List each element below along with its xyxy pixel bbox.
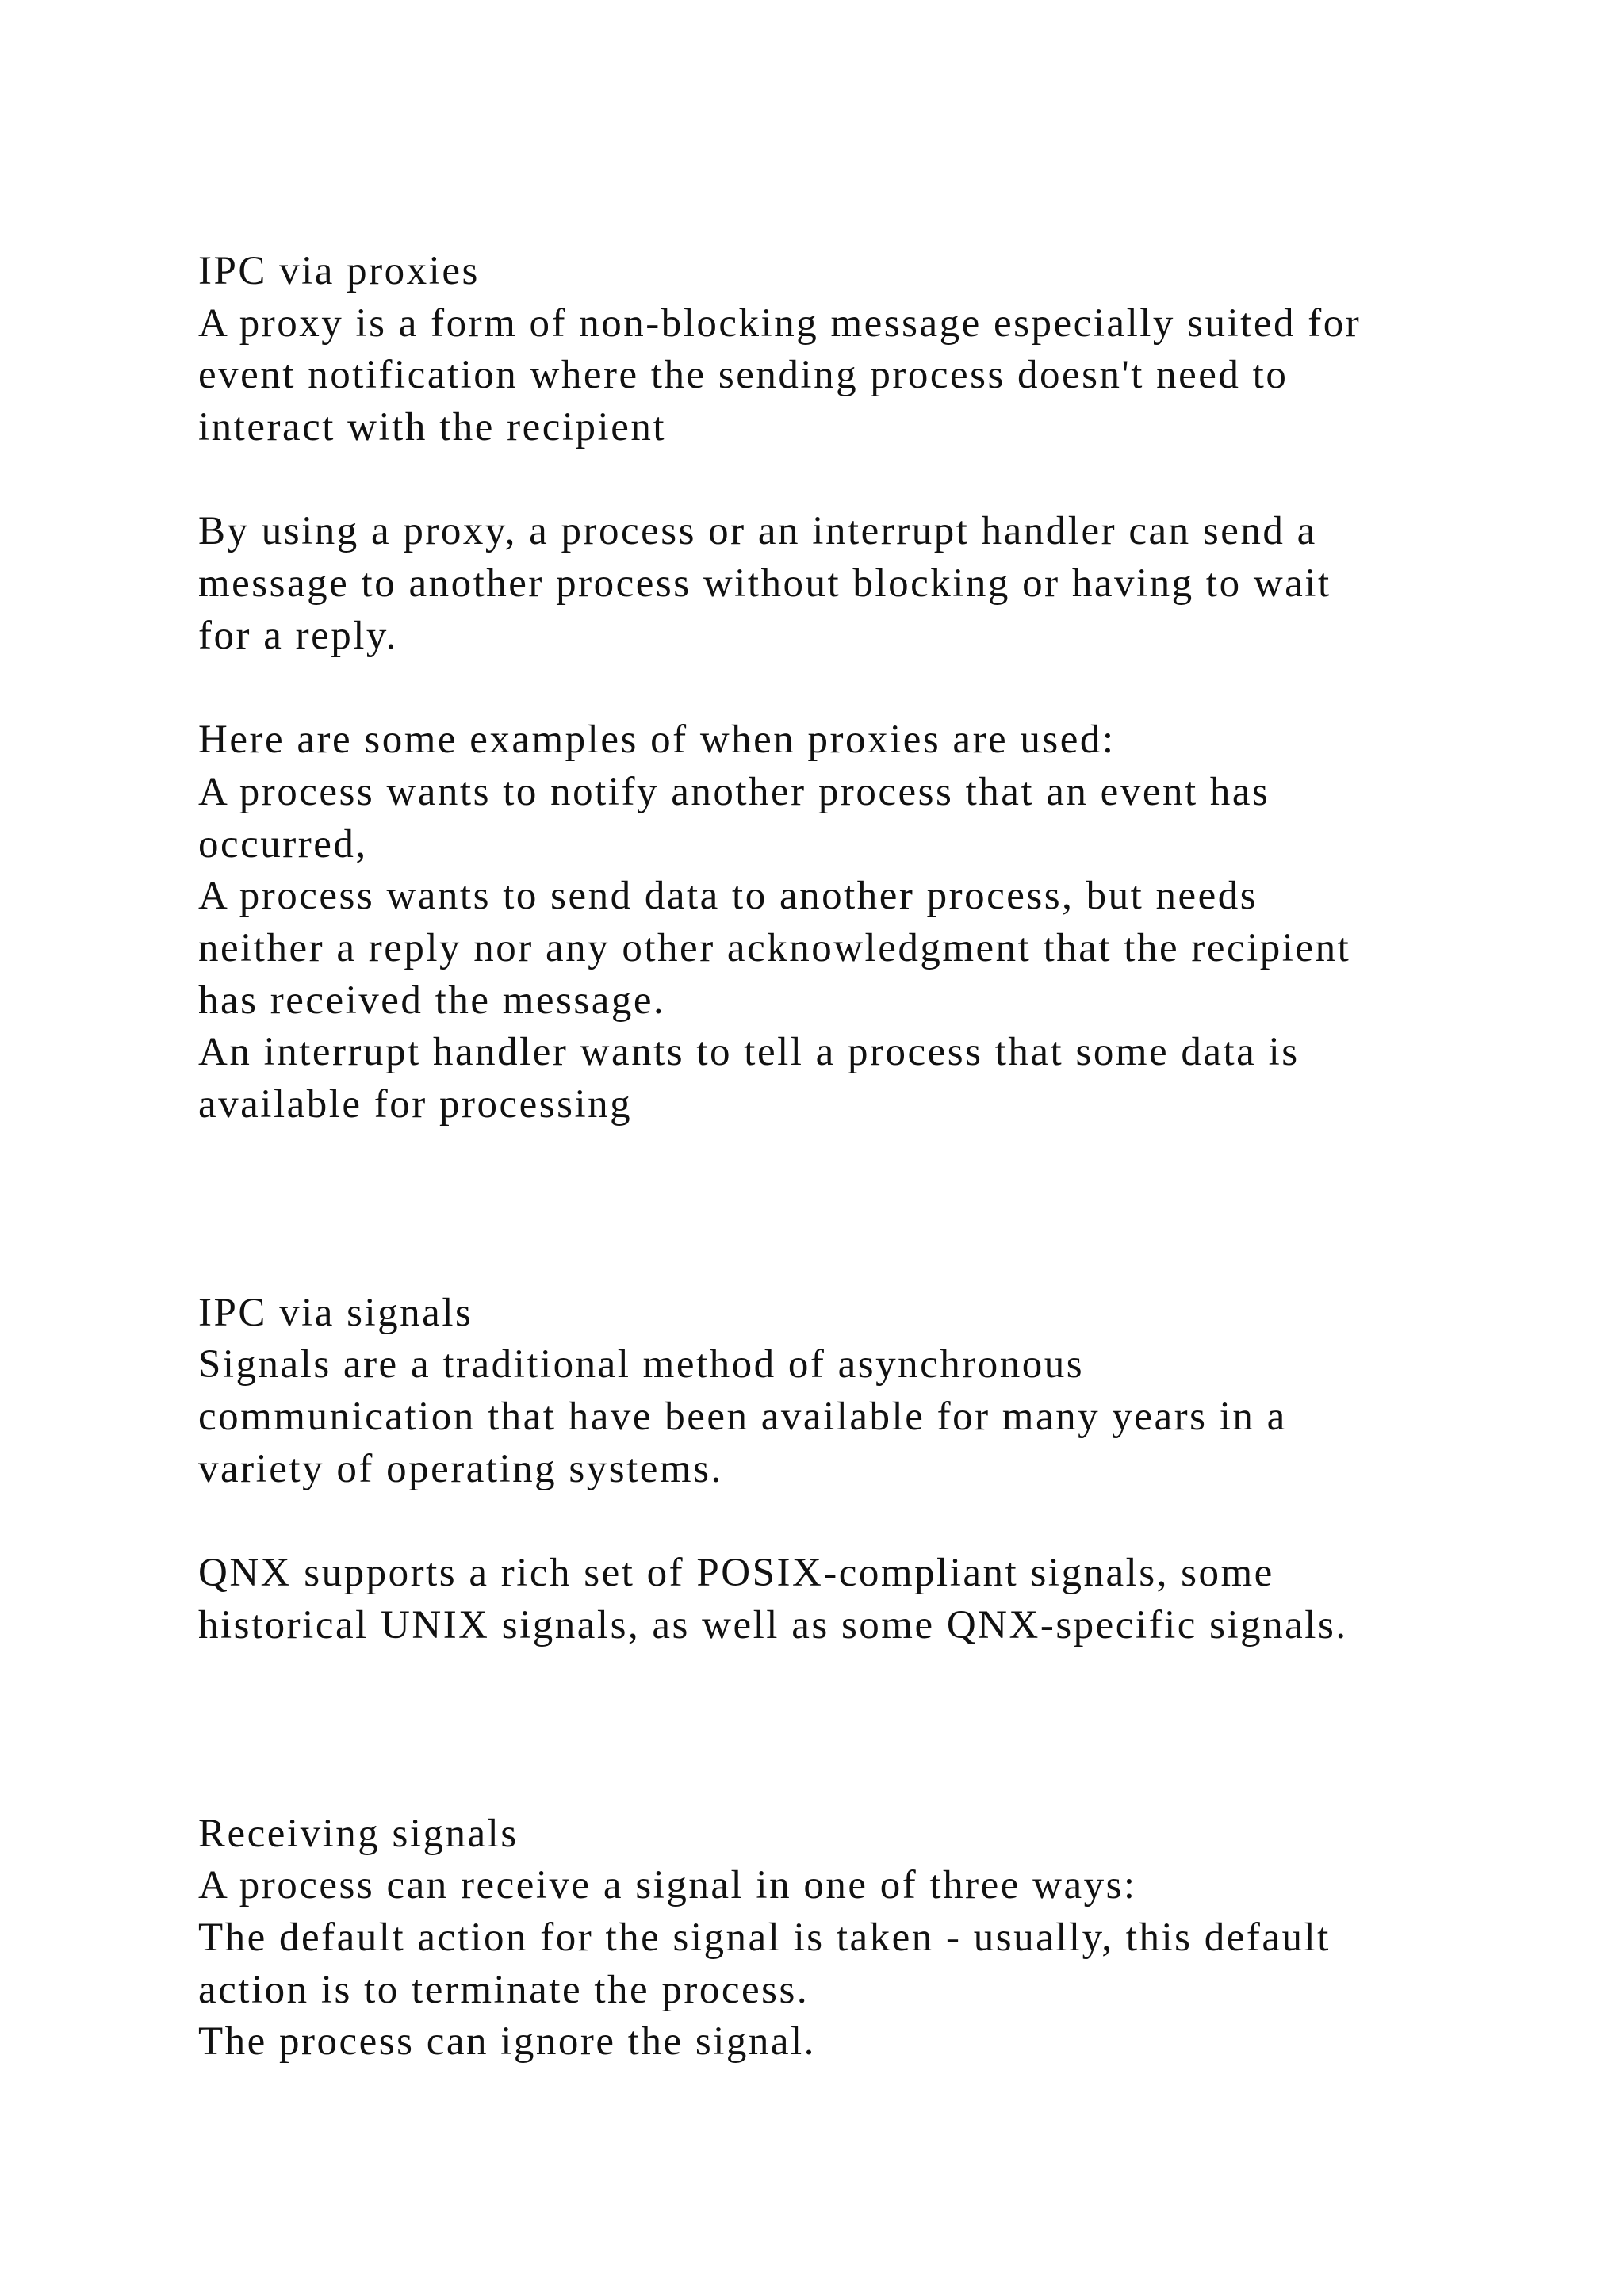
paragraph-gap	[198, 454, 1546, 507]
section-receiving-signals	[198, 1808, 1546, 2068]
text-line: has received the message.	[198, 978, 666, 1023]
text-line: A process wants to send data to another process, but needs	[198, 874, 1258, 919]
section-ipc-via-proxies	[198, 246, 1546, 1131]
text-line: occurred,	[198, 821, 368, 867]
paragraph-gap	[198, 1495, 1546, 1548]
text-line: Here are some examples of when proxies are used:	[198, 718, 1116, 763]
section-heading: IPC via proxies	[198, 249, 480, 293]
text-line: A proxy is a form of non-blocking message especially suited for	[198, 300, 1362, 346]
section-ipc-via-signals	[198, 1288, 1546, 1652]
text-line: interact with the recipient	[198, 405, 667, 450]
text-line: variety of operating systems.	[198, 1446, 723, 1491]
document-body	[198, 246, 1546, 2068]
text-line: A process can receive a signal in one of three ways:	[198, 1863, 1137, 1908]
section-heading: IPC via signals	[198, 1290, 473, 1335]
text-line: Signals are a traditional method of asynchronous	[198, 1342, 1085, 1387]
text-line: historical UNIX signals, as well as some QNX-specific signals.	[198, 1602, 1348, 1647]
text-line: The default action for the signal is taken - usually, this default	[198, 1915, 1331, 1960]
text-line: The process can ignore the signal.	[198, 2019, 816, 2064]
text-line: available for processing	[198, 1082, 633, 1127]
text-line: An interrupt handler wants to tell a process that some data is	[198, 1030, 1300, 1075]
text-line: for a reply.	[198, 613, 398, 658]
text-line: message to another process without blocking or having to wait	[198, 561, 1331, 607]
section-gap	[198, 1131, 1546, 1288]
paragraph-gap	[198, 663, 1546, 715]
text-line: action is to terminate the process.	[198, 1967, 810, 2012]
text-line: communication that have been available for many years in a	[198, 1395, 1287, 1440]
text-line: A process wants to notify another process that an event has	[198, 769, 1270, 814]
section-heading: Receiving signals	[198, 1811, 519, 1856]
section-gap	[198, 1652, 1546, 1808]
text-line: event notification where the sending process doesn't need to	[198, 353, 1289, 398]
text-line: neither a reply nor any other acknowledgment that the recipient	[198, 925, 1351, 970]
text-line: QNX supports a rich set of POSIX-compliant signals, some	[198, 1551, 1274, 1596]
text-line: By using a proxy, a process or an interrupt handler can send a	[198, 509, 1317, 554]
